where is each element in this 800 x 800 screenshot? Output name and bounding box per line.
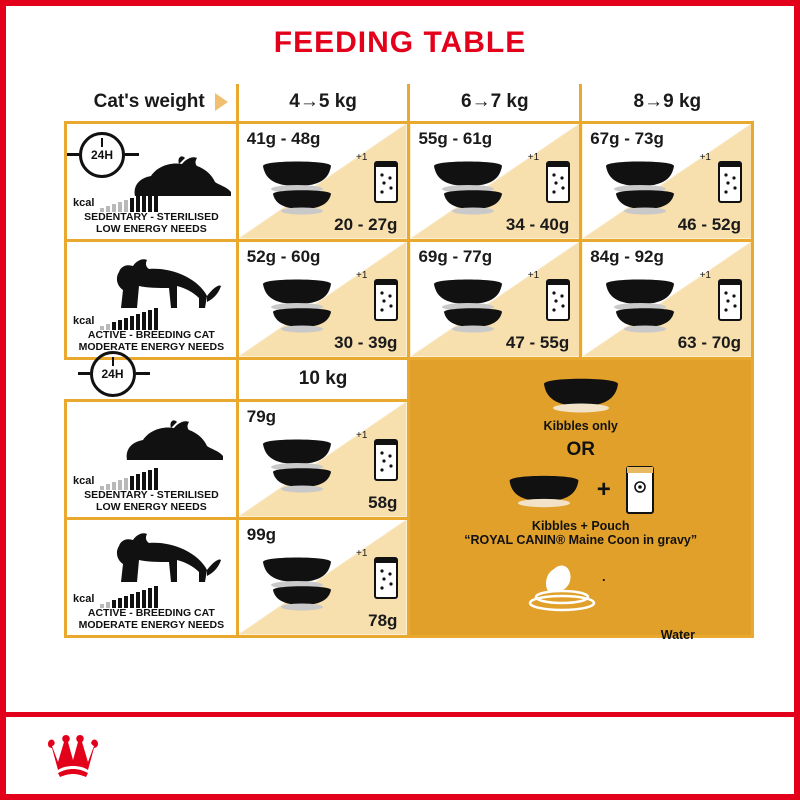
kibble-amount: 41g - 48g [246, 128, 321, 148]
water-label: Water [660, 627, 695, 642]
profile-cell-active-2 [66, 518, 238, 636]
mixed-amount: 63 - 70g [677, 332, 741, 352]
dosage-cell [581, 240, 753, 358]
profile-description: SEDENTARY - STERILISED LOW ENERGY NEEDS [84, 210, 219, 235]
page-title: FEEDING TABLE [273, 26, 527, 59]
kcal-label: kcal [73, 474, 95, 487]
profile-cell-sedentary-2 [66, 400, 238, 518]
profile-description: ACTIVE - BREEDING CAT MODERATE ENERGY NEEDS [78, 606, 225, 631]
plus-sign: + [596, 475, 611, 503]
profile-description: SEDENTARY - STERILISED LOW ENERGY NEEDS [84, 488, 219, 513]
footer [6, 712, 794, 794]
water-bowl-icon [506, 563, 656, 615]
bowl-icon [538, 374, 624, 414]
plus-one-label: +1 [527, 269, 540, 281]
feeding-table [64, 84, 754, 642]
weight-header-cell [66, 84, 238, 122]
table-header-row [66, 84, 753, 122]
weight-header-label: Cat's weight [93, 91, 205, 113]
plus-one-label: +1 [356, 429, 368, 441]
kibbles-only-illustration [410, 374, 751, 419]
pouch-icon [371, 556, 401, 600]
triangle-icon [215, 93, 228, 111]
profile-cell-active [66, 240, 238, 358]
cat-walking-silhouette-icon [103, 254, 223, 312]
kibble-amount: 69g - 77g [418, 246, 493, 266]
legend-panel [409, 358, 753, 642]
kibble-amount: 99g [246, 524, 277, 544]
energy-bars-icon [100, 468, 160, 490]
energy-bars-icon [100, 308, 160, 330]
pouch-icon [371, 278, 401, 322]
clock-line-left [67, 153, 79, 156]
bowl-icon [504, 471, 584, 509]
profile-cell-sedentary [66, 122, 238, 240]
plus-one-label: +1 [356, 151, 368, 163]
dosage-cell [237, 240, 409, 358]
dosage-cell [237, 122, 409, 240]
weight-column-4: 10 kg [237, 358, 409, 400]
dosage-cell [237, 518, 409, 636]
mixed-amount: 20 - 27g [334, 214, 398, 234]
pouch-icon [543, 160, 573, 204]
pouch-icon [543, 278, 573, 322]
dosage-cell [409, 122, 581, 240]
kcal-label: kcal [73, 592, 95, 605]
table-row [66, 240, 753, 358]
clock-tick [112, 357, 114, 366]
kibbles-plus-pouch-illustration [410, 465, 751, 515]
pouch-icon [715, 278, 745, 322]
royal-canin-crown-logo [44, 730, 102, 780]
table-row [66, 122, 753, 240]
bowl-half-icon [612, 306, 678, 334]
profile-description: ACTIVE - BREEDING CAT MODERATE ENERGY NEEDS [78, 328, 225, 353]
kibble-amount: 67g - 73g [590, 128, 664, 148]
kibble-amount: 52g - 60g [246, 246, 321, 266]
bowl-half-icon [269, 466, 335, 494]
dosage-cell [237, 400, 409, 518]
table-header-row-2 [66, 358, 753, 400]
kcal-label: kcal [73, 196, 95, 209]
kcal-label: kcal [73, 314, 95, 327]
mixed-amount: 78g [368, 610, 398, 630]
kibble-amount: 55g - 61g [418, 128, 493, 148]
clock-line-right [136, 372, 150, 375]
plus-one-label: +1 [356, 269, 368, 281]
mixed-amount: 34 - 40g [505, 214, 570, 234]
pouch-icon [371, 438, 401, 482]
svg-text:.: . [601, 568, 606, 584]
mixed-amount: 47 - 55g [505, 332, 570, 352]
weight-column-1: 4→5 kg [237, 84, 409, 122]
or-label: OR [566, 438, 595, 460]
plus-one-label: +1 [699, 269, 711, 281]
energy-bars-icon [100, 190, 160, 212]
cat-walking-silhouette-icon [103, 528, 223, 586]
weight-column-3: 8→9 kg [581, 84, 753, 122]
mixed-feeding-label: Kibbles + Pouch “ROYAL CANIN® Maine Coon in gravy” [464, 518, 698, 547]
bowl-half-icon [440, 306, 506, 334]
clock-header-cell-2 [66, 358, 238, 400]
dosage-cell [409, 240, 581, 358]
clock-24h-icon: 24H [79, 132, 125, 178]
plus-one-label: +1 [699, 151, 711, 163]
kibbles-only-label: Kibbles only [543, 418, 618, 433]
pouch-icon [715, 160, 745, 204]
bowl-half-icon [269, 584, 335, 612]
dosage-cell [581, 122, 753, 240]
cat-lying-silhouette-icon [117, 416, 229, 462]
clock-line-left [78, 372, 90, 375]
bowl-half-icon [269, 188, 335, 216]
bowl-half-icon [440, 188, 506, 216]
clock-24h-icon: 24H [90, 351, 136, 397]
pouch-icon [371, 160, 401, 204]
clock-tick [101, 138, 103, 147]
mixed-amount: 46 - 52g [677, 214, 741, 234]
bowl-half-icon [269, 306, 335, 334]
bowl-half-icon [612, 188, 678, 216]
pouch-icon [623, 465, 657, 515]
kibble-amount: 79g [246, 406, 277, 426]
mixed-amount: 30 - 39g [334, 332, 398, 352]
weight-column-2: 6→7 kg [409, 84, 581, 122]
mixed-amount: 58g [368, 492, 398, 512]
plus-one-label: +1 [356, 547, 368, 559]
water-illustration [410, 563, 751, 620]
plus-one-label: +1 [527, 151, 540, 163]
kibble-amount: 84g - 92g [590, 246, 664, 266]
energy-bars-icon [100, 586, 160, 608]
